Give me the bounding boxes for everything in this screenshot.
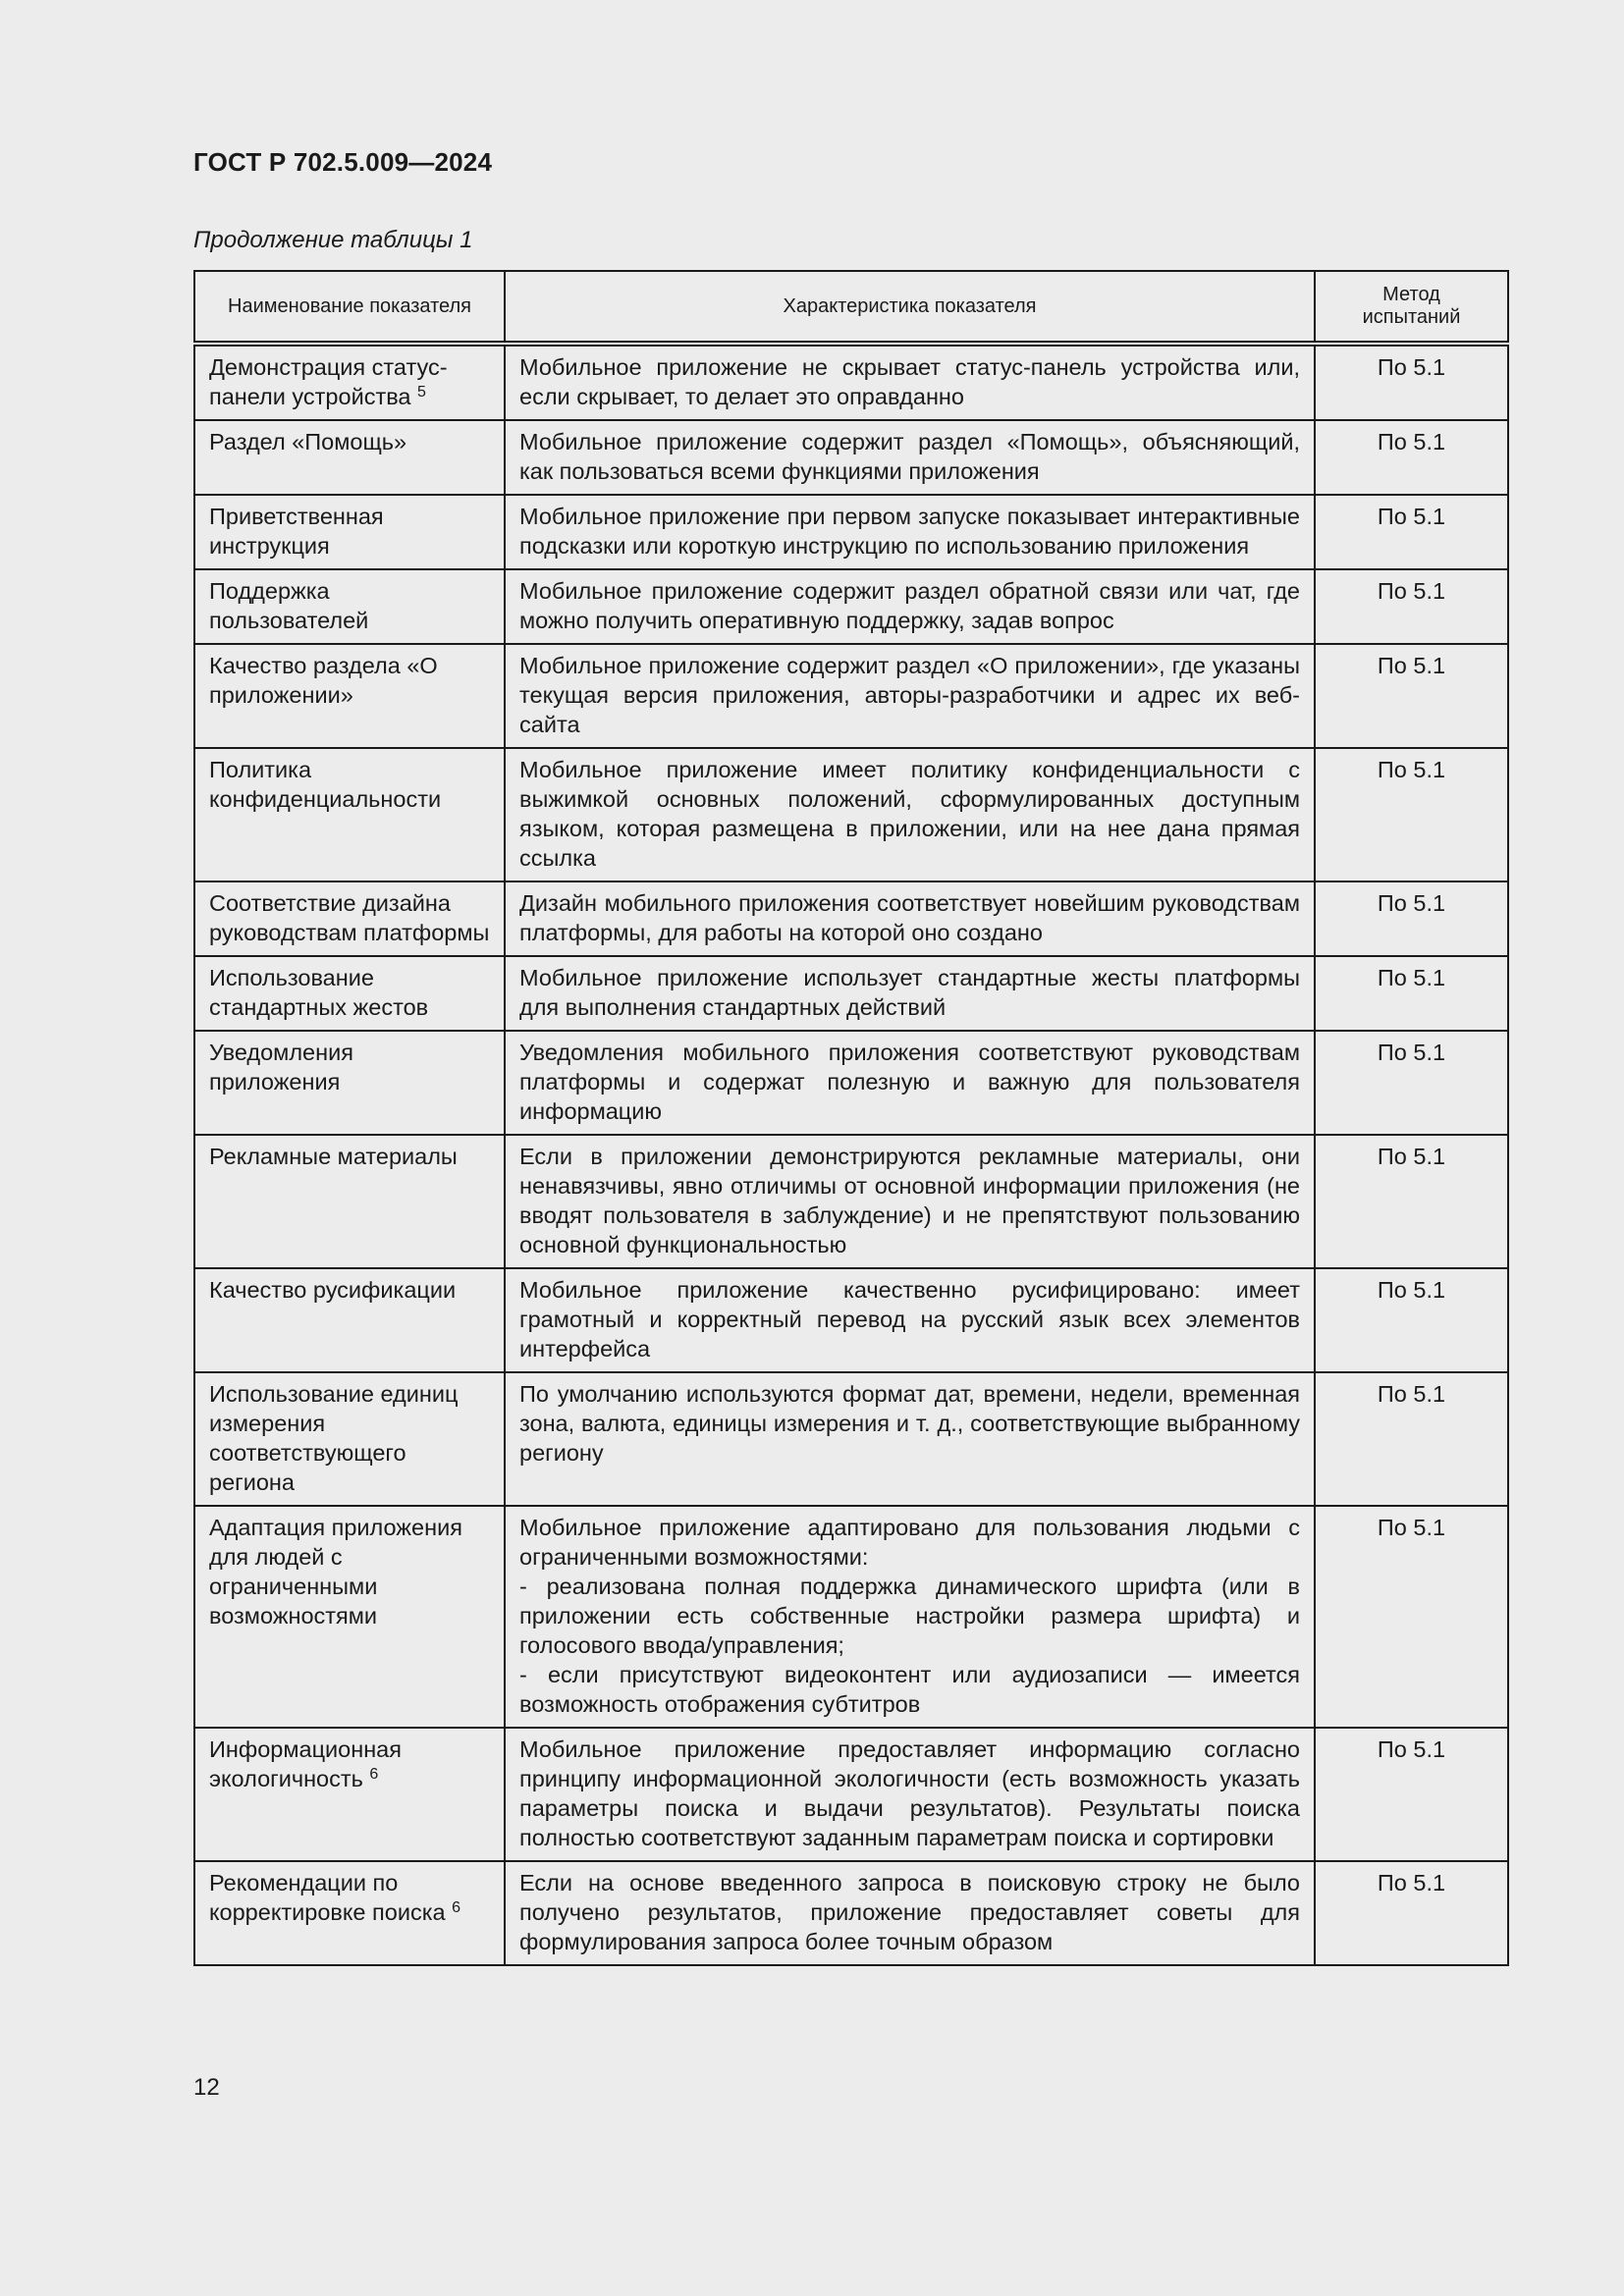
footnote-marker: 6 (369, 1766, 379, 1783)
table-row (194, 420, 1508, 495)
column-header-characteristic: Характеристика показателя (505, 271, 1315, 344)
characteristic-paragraph: Мобильное приложение адаптировано для пользования людьми с ограниченными возможностями: (519, 1515, 1300, 1570)
footnote-marker: 5 (417, 384, 426, 400)
indicator-name: Политика конфиденциальности (209, 757, 442, 812)
indicator-characteristic-cell (505, 420, 1315, 495)
table-row (194, 1861, 1508, 1965)
test-method-cell: По 5.1 (1315, 1135, 1508, 1268)
indicator-characteristic-cell (505, 495, 1315, 569)
indicator-name: Уведомления приложения (209, 1040, 353, 1095)
characteristic-paragraph: Мобильное приложение не скрывает статус-панель устройства или, если скрывает, то делает это оправданно (519, 354, 1300, 409)
indicator-name: Рекомендации по корректировке поиска (209, 1870, 446, 1925)
indicator-name-cell (194, 1728, 505, 1861)
table-row (194, 1506, 1508, 1728)
indicator-name: Демонстрация статус-панели устройства (209, 354, 448, 409)
test-method-cell: По 5.1 (1315, 569, 1508, 644)
test-method-cell: По 5.1 (1315, 1031, 1508, 1135)
indicator-name: Использование единиц измерения соответствующего региона (209, 1381, 459, 1495)
characteristic-paragraph: Мобильное приложение содержит раздел «О приложении», где указаны текущая версия приложения, авторы-разработчики и адрес их веб-сайта (519, 653, 1300, 737)
characteristic-paragraph: Дизайн мобильного приложения соответствует новейшим руководствам платформы, для работы на которой оно создано (519, 890, 1300, 945)
test-method-cell: По 5.1 (1315, 1506, 1508, 1728)
indicator-name: Соответствие дизайна руководствам платформы (209, 890, 490, 945)
characteristic-paragraph: Если в приложении демонстрируются рекламные материалы, они ненавязчивы, явно отличимы от основной информации приложения (не вводят пользователя в заблуждение) и не препятствуют пользованию основной функциональностью (519, 1144, 1300, 1257)
test-method-cell: По 5.1 (1315, 420, 1508, 495)
indicator-name: Рекламные материалы (209, 1144, 458, 1169)
table-row (194, 344, 1508, 420)
indicator-name-cell (194, 644, 505, 748)
characteristic-paragraph: Мобильное приложение содержит раздел обратной связи или чат, где можно получить оперативную поддержку, задав вопрос (519, 578, 1300, 633)
indicators-table (193, 270, 1509, 1966)
indicator-name: Использование стандартных жестов (209, 965, 429, 1020)
indicator-name-cell (194, 569, 505, 644)
table-continuation-caption: Продолжение таблицы 1 (193, 227, 473, 253)
characteristic-paragraph: Если на основе введенного запроса в поисковую строку не было получено результатов, приложение предоставляет советы для формулирования запроса более точным образом (519, 1870, 1300, 1954)
test-method-cell: По 5.1 (1315, 748, 1508, 881)
table-row (194, 1268, 1508, 1372)
indicator-name-cell (194, 495, 505, 569)
characteristic-paragraph: По умолчанию используются формат дат, времени, недели, временная зона, валюта, единицы измерения и т. д., соответствующие выбранному региону (519, 1381, 1300, 1466)
indicator-name: Раздел «Помощь» (209, 429, 407, 454)
table-row (194, 1135, 1508, 1268)
characteristic-paragraph: Мобильное приложение предоставляет информацию согласно принципу информационной экологичности (есть возможность указать параметры поиска и выдачи результатов). Результаты поиска полностью соответствуют заданным параметрам поиска и сортировки (519, 1736, 1300, 1850)
indicator-characteristic-cell (505, 748, 1315, 881)
indicator-characteristic-cell (505, 1031, 1315, 1135)
characteristic-paragraph: - реализована полная поддержка динамического шрифта (или в приложении есть собственные настройки размера шрифта) и голосового ввода/управления; (519, 1574, 1300, 1658)
indicator-name-cell (194, 1372, 505, 1506)
table-row (194, 1728, 1508, 1861)
indicator-name-cell (194, 420, 505, 495)
document-code: ГОСТ Р 702.5.009—2024 (193, 147, 493, 177)
indicator-characteristic-cell (505, 1506, 1315, 1728)
indicator-characteristic-cell (505, 1135, 1315, 1268)
characteristic-paragraph: Уведомления мобильного приложения соответствуют руководствам платформы и содержат полезную и важную для пользователя информацию (519, 1040, 1300, 1124)
indicator-name: Информационная экологичность (209, 1736, 402, 1791)
table-row (194, 956, 1508, 1031)
table-row (194, 644, 1508, 748)
table-header-row (194, 271, 1508, 344)
table-row (194, 569, 1508, 644)
footnote-marker: 6 (452, 1899, 461, 1916)
column-header-test-method-label: Метод испытаний (1362, 284, 1461, 328)
test-method-cell: По 5.1 (1315, 495, 1508, 569)
table-row (194, 1031, 1508, 1135)
table-body (194, 344, 1508, 1965)
table-row (194, 748, 1508, 881)
test-method-cell: По 5.1 (1315, 1268, 1508, 1372)
indicator-name-cell (194, 344, 505, 420)
indicator-name-cell (194, 1031, 505, 1135)
characteristic-paragraph: Мобильное приложение содержит раздел «Помощь», объясняющий, как пользоваться всеми функциями приложения (519, 429, 1300, 484)
indicator-name: Адаптация приложения для людей с ограниченными возможностями (209, 1515, 462, 1629)
indicator-name: Качество раздела «О приложении» (209, 653, 438, 708)
indicator-characteristic-cell (505, 1861, 1315, 1965)
indicator-name-cell (194, 1135, 505, 1268)
indicator-name-cell (194, 881, 505, 956)
indicator-characteristic-cell (505, 1728, 1315, 1861)
column-header-test-method (1315, 271, 1508, 344)
indicator-name: Поддержка пользователей (209, 578, 369, 633)
indicator-name-cell (194, 1268, 505, 1372)
characteristic-paragraph: Мобильное приложение имеет политику конфиденциальности с выжимкой основных положений, сформулированных доступным языком, которая размещена в приложении, или на нее дана прямая ссылка (519, 757, 1300, 871)
test-method-cell: По 5.1 (1315, 1372, 1508, 1506)
test-method-cell: По 5.1 (1315, 1728, 1508, 1861)
table-row (194, 495, 1508, 569)
indicator-characteristic-cell (505, 881, 1315, 956)
test-method-cell: По 5.1 (1315, 344, 1508, 420)
indicator-characteristic-cell (505, 956, 1315, 1031)
indicator-characteristic-cell (505, 644, 1315, 748)
indicator-name-cell (194, 956, 505, 1031)
test-method-cell: По 5.1 (1315, 644, 1508, 748)
indicator-characteristic-cell (505, 569, 1315, 644)
indicator-name: Приветственная инструкция (209, 504, 384, 559)
column-header-name: Наименование показателя (194, 271, 505, 344)
test-method-cell: По 5.1 (1315, 956, 1508, 1031)
page-number: 12 (193, 2074, 220, 2101)
indicator-characteristic-cell (505, 1268, 1315, 1372)
indicator-name: Качество русификации (209, 1277, 457, 1303)
characteristic-paragraph: Мобильное приложение использует стандартные жесты платформы для выполнения стандартных действий (519, 965, 1300, 1020)
test-method-cell: По 5.1 (1315, 881, 1508, 956)
indicator-characteristic-cell (505, 1372, 1315, 1506)
characteristic-paragraph: Мобильное приложение качественно русифицировано: имеет грамотный и корректный перевод на русский язык всех элементов интерфейса (519, 1277, 1300, 1362)
test-method-cell: По 5.1 (1315, 1861, 1508, 1965)
indicator-name-cell (194, 748, 505, 881)
table-row (194, 1372, 1508, 1506)
characteristic-paragraph: - если присутствуют видеоконтент или аудиозаписи — имеется возможность отображения субтитров (519, 1662, 1300, 1717)
table-row (194, 881, 1508, 956)
characteristic-paragraph: Мобильное приложение при первом запуске показывает интерактивные подсказки или короткую инструкцию по использованию приложения (519, 504, 1300, 559)
indicator-name-cell (194, 1861, 505, 1965)
indicator-name-cell (194, 1506, 505, 1728)
indicator-characteristic-cell (505, 344, 1315, 420)
